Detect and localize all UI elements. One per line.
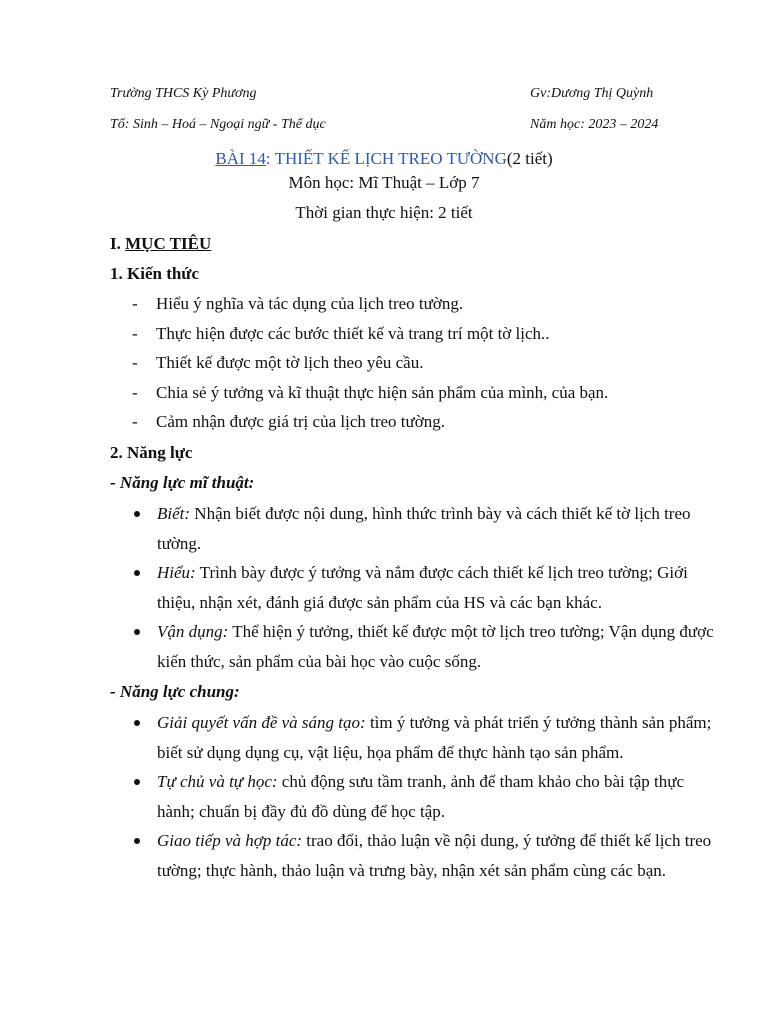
list-item: - Hiểu ý nghĩa và tác dụng của lịch treo tường. — [132, 293, 732, 323]
list-item — [132, 708, 714, 767]
school-name: Trường THCS Kỳ Phương — [110, 86, 257, 101]
item-text: Trình bày được ý tưởng và nắm được cách thiết kế lịch treo tường; Giới thiệu, nhận xét, đánh giá được sản phẩm của HS và các bạn khác. — [157, 563, 688, 612]
item-term: Biết: — [157, 504, 191, 523]
competence-heading: 2. Năng lực — [110, 443, 193, 462]
subject-line: Môn học: Mĩ Thuật – Lớp 7 — [288, 173, 480, 192]
item-term: Tự chủ và tự học: — [157, 772, 278, 791]
school-year: Năm học: 2023 – 2024 — [530, 117, 659, 132]
list-item — [132, 558, 714, 617]
item-text: Thể hiện ý tưởng, thiết kế được một tờ lịch treo tường; Vận dụng được kiến thức, sản phẩm của bài học vào cuộc sống. — [157, 622, 714, 671]
knowledge-heading: 1. Kiến thức — [110, 264, 200, 283]
art-competence-heading: - Năng lực mĩ thuật: — [110, 473, 255, 492]
lesson-duration: (2 tiết) — [506, 149, 553, 168]
item-term: Giao tiếp và hợp tác: — [157, 831, 303, 850]
teacher-name: Gv:Dương Thị Quỳnh — [530, 86, 654, 101]
item-text: tìm ý tưởng và phát triển ý tưởng thành sản phẩm; biết sử dụng dụng cụ, vật liệu, họa phẩm để thực hành tạo sản phẩm. — [157, 713, 712, 762]
list-item — [132, 767, 714, 826]
section-objectives-heading — [110, 233, 211, 255]
general-competence-list — [132, 708, 714, 885]
section-number: I. — [110, 234, 126, 253]
list-item: - Thực hiện được các bước thiết kế và trang trí một tờ lịch.. — [132, 323, 732, 353]
lesson-name: THIẾT KẾ LỊCH TREO TƯỜNG — [274, 149, 507, 168]
list-item: - Chia sẻ ý tưởng và kĩ thuật thực hiện sản phẩm của mình, của bạn. — [132, 382, 732, 412]
list-item — [132, 826, 714, 885]
time-line: Thời gian thực hiện: 2 tiết — [295, 203, 473, 222]
header-row-1 — [110, 86, 680, 102]
general-competence-heading: - Năng lực chung: — [110, 682, 240, 701]
knowledge-list — [132, 293, 732, 441]
item-term: Hiểu: — [157, 563, 196, 582]
department-group: Tổ: Sinh – Hoá – Ngoại ngữ - Thể dục — [110, 117, 326, 132]
item-text: chủ động sưu tầm tranh, ảnh để tham khảo cho bài tập thực hành; chuẩn bị đầy đủ đồ dùng để học tập. — [157, 772, 685, 821]
list-item — [132, 617, 714, 676]
item-term: Giải quyết vấn đề và sáng tạo: — [157, 713, 366, 732]
lesson-heading — [215, 149, 506, 168]
lesson-title — [0, 148, 768, 170]
lesson-separator: : — [265, 149, 275, 168]
list-item — [132, 499, 714, 558]
item-text: Nhận biết được nội dung, hình thức trình bày và cách thiết kế tờ lịch treo tường. — [157, 504, 691, 553]
list-item: - Cảm nhận được giá trị của lịch treo tường. — [132, 411, 732, 441]
art-competence-list — [132, 499, 714, 676]
item-text: trao đổi, thảo luận về nội dung, ý tưởng để thiết kế lịch treo tường; thực hành, thảo luận và trưng bày, nhận xét sản phẩm cùng các bạn. — [157, 831, 712, 880]
section-label: MỤC TIÊU — [125, 234, 212, 253]
lesson-number: BÀI 14 — [215, 149, 266, 168]
header-row-2 — [110, 117, 680, 133]
list-item: - Thiết kế được một tờ lịch theo yêu cầu. — [132, 352, 732, 382]
item-term: Vận dụng: — [157, 622, 229, 641]
